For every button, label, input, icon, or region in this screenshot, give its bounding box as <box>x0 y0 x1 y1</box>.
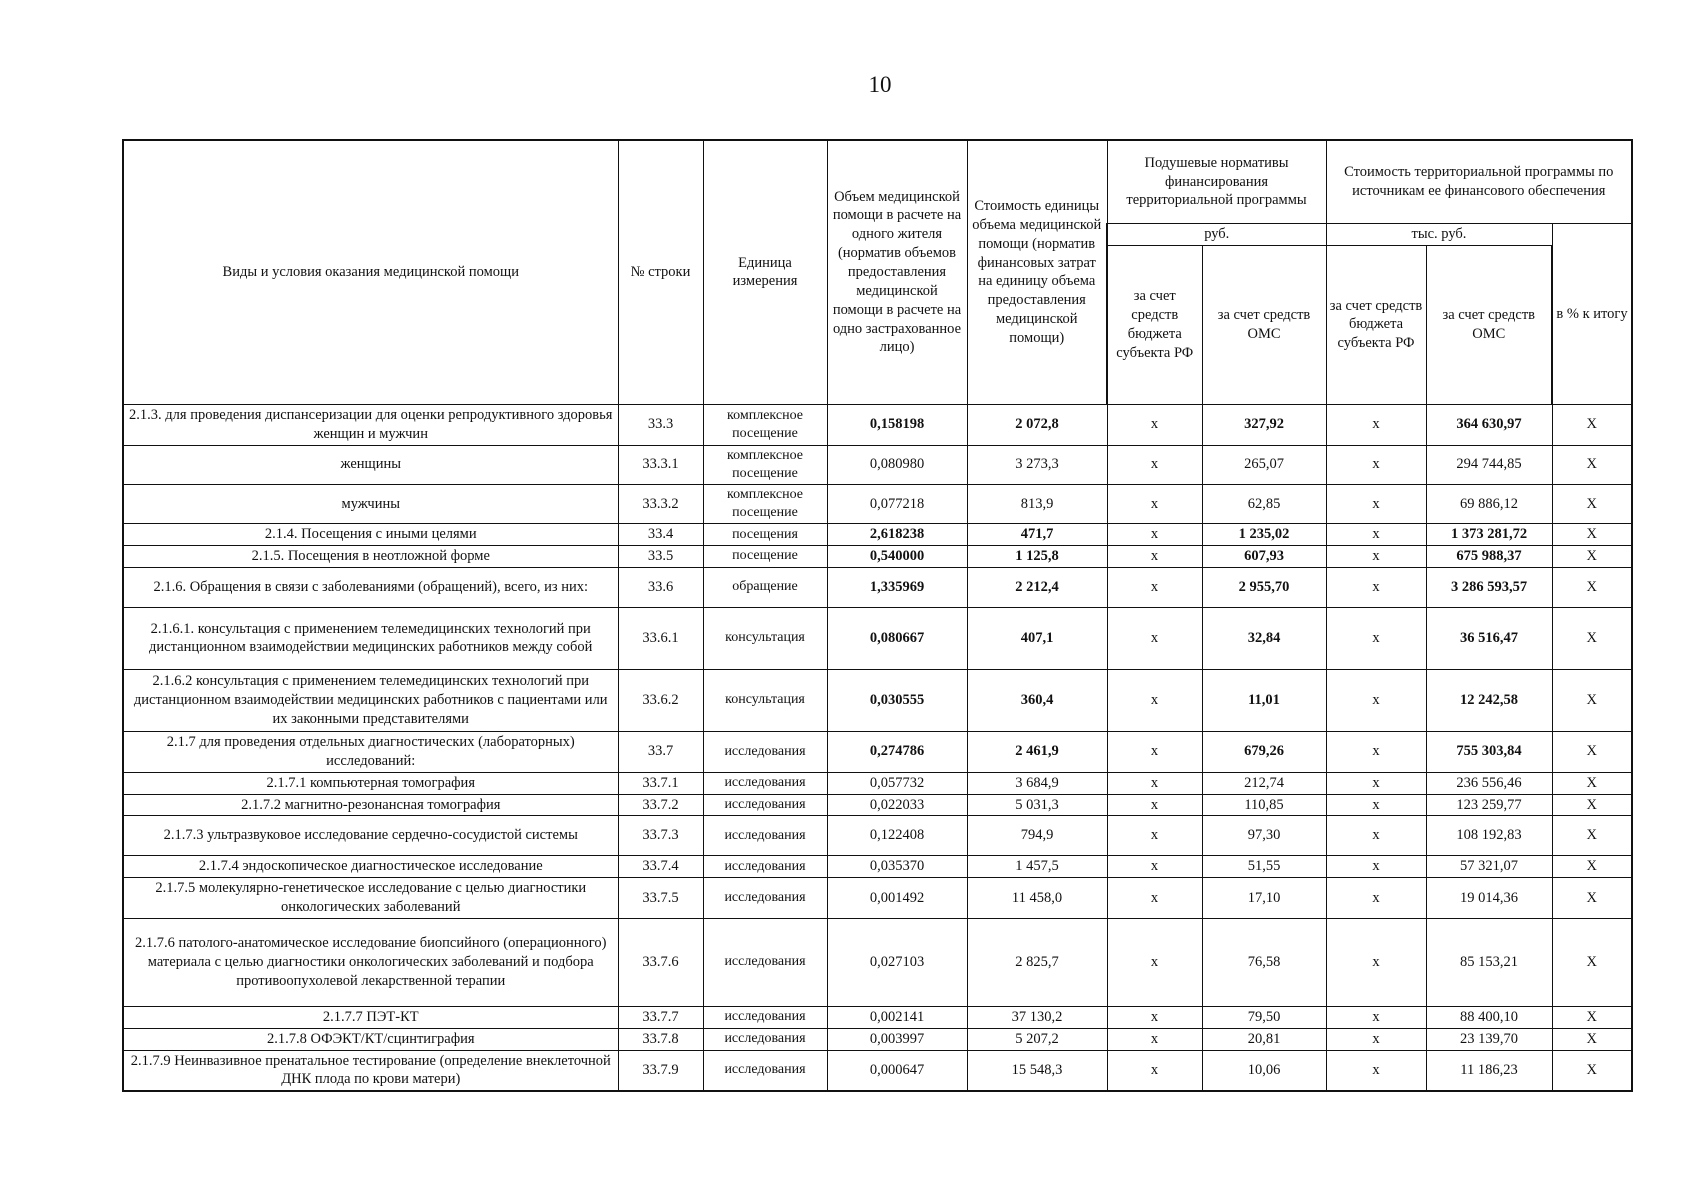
cell-volume: 0,000647 <box>827 1050 967 1091</box>
cell-volume: 1,335969 <box>827 567 967 607</box>
cell-unit: исследования <box>703 856 827 878</box>
cell-pc-budget: x <box>1107 794 1202 816</box>
cell-unit: комплексное посещение <box>703 445 827 484</box>
header-row-no: № строки <box>618 140 703 404</box>
cell-percent: X <box>1552 772 1632 794</box>
cell-cost: 5 031,3 <box>967 794 1107 816</box>
cell-percent: X <box>1552 918 1632 1006</box>
cell-cost: 407,1 <box>967 607 1107 669</box>
cell-name: 2.1.7.9 Неинвазивное пренатальное тестирование (определение внеклеточной ДНК плода по крови матери) <box>123 1050 618 1091</box>
cell-tc-budget: x <box>1326 669 1426 731</box>
cell-unit: комплексное посещение <box>703 404 827 445</box>
medical-care-table <box>122 139 1633 1092</box>
cell-percent: X <box>1552 1006 1632 1028</box>
cell-volume: 0,080980 <box>827 445 967 484</box>
cell-tc-oms: 23 139,70 <box>1426 1028 1552 1050</box>
cell-name: 2.1.3. для проведения диспансеризации для оценки репродуктивного здоровья женщин и мужчин <box>123 404 618 445</box>
cell-pc-budget: x <box>1107 1028 1202 1050</box>
cell-pc-budget: x <box>1107 524 1202 546</box>
cell-tc-oms: 69 886,12 <box>1426 484 1552 523</box>
cell-volume: 0,122408 <box>827 816 967 856</box>
cell-percent: X <box>1552 794 1632 816</box>
cell-percent: X <box>1552 1028 1632 1050</box>
cell-pc-oms: 212,74 <box>1202 772 1326 794</box>
cell-tc-oms: 1 373 281,72 <box>1426 524 1552 546</box>
cell-name: 2.1.7.1 компьютерная томография <box>123 772 618 794</box>
header-cost: Стоимость единицы объема медицинской помощи (норматив финансовых затрат на единицу объема предоставления медицинской помощи) <box>967 140 1107 404</box>
header-tc-oms: за счет средств ОМС <box>1426 245 1552 404</box>
cell-tc-oms: 108 192,83 <box>1426 816 1552 856</box>
cell-percent: X <box>1552 856 1632 878</box>
cell-volume: 0,002141 <box>827 1006 967 1028</box>
table-row <box>123 1050 1632 1091</box>
header-pc-oms: за счет средств ОМС <box>1202 245 1326 404</box>
cell-pc-budget: x <box>1107 1006 1202 1028</box>
cell-name: 2.1.5. Посещения в неотложной форме <box>123 546 618 568</box>
cell-unit: исследования <box>703 1028 827 1050</box>
cell-pc-oms: 265,07 <box>1202 445 1326 484</box>
cell-name: женщины <box>123 445 618 484</box>
cell-name: 2.1.7.6 патолого-анатомическое исследование биопсийного (операционного) материала с целью диагностики онкологических заболеваний и подбора противоопухолевой лекарственной терапии <box>123 918 618 1006</box>
table-row <box>123 878 1632 919</box>
cell-tc-budget: x <box>1326 445 1426 484</box>
cell-volume: 0,001492 <box>827 878 967 919</box>
cell-pc-budget: x <box>1107 816 1202 856</box>
cell-row-no: 33.3.2 <box>618 484 703 523</box>
cell-pc-oms: 2 955,70 <box>1202 567 1326 607</box>
cell-name: 2.1.4. Посещения с иными целями <box>123 524 618 546</box>
cell-percent: X <box>1552 816 1632 856</box>
cell-tc-oms: 57 321,07 <box>1426 856 1552 878</box>
cell-tc-budget: x <box>1326 567 1426 607</box>
cell-pc-budget: x <box>1107 445 1202 484</box>
cell-percent: X <box>1552 445 1632 484</box>
cell-tc-oms: 12 242,58 <box>1426 669 1552 731</box>
table-row <box>123 524 1632 546</box>
cell-unit: посещения <box>703 524 827 546</box>
cell-unit: исследования <box>703 1006 827 1028</box>
cell-volume: 0,030555 <box>827 669 967 731</box>
cell-name: 2.1.7.7 ПЭТ-КТ <box>123 1006 618 1028</box>
header-kind: Виды и условия оказания медицинской помощи <box>123 140 618 404</box>
cell-name: 2.1.7.3 ультразвуковое исследование сердечно-сосудистой системы <box>123 816 618 856</box>
cell-cost: 1 457,5 <box>967 856 1107 878</box>
cell-row-no: 33.7.7 <box>618 1006 703 1028</box>
cell-tc-budget: x <box>1326 731 1426 772</box>
cell-pc-oms: 11,01 <box>1202 669 1326 731</box>
cell-cost: 1 125,8 <box>967 546 1107 568</box>
cell-unit: исследования <box>703 772 827 794</box>
cell-pc-budget: x <box>1107 484 1202 523</box>
cell-row-no: 33.6 <box>618 567 703 607</box>
cell-unit: посещение <box>703 546 827 568</box>
cell-volume: 0,077218 <box>827 484 967 523</box>
cell-percent: X <box>1552 546 1632 568</box>
cell-volume: 0,080667 <box>827 607 967 669</box>
table-row <box>123 918 1632 1006</box>
cell-tc-budget: x <box>1326 856 1426 878</box>
cell-row-no: 33.7 <box>618 731 703 772</box>
cell-volume: 0,274786 <box>827 731 967 772</box>
cell-row-no: 33.3.1 <box>618 445 703 484</box>
cell-cost: 37 130,2 <box>967 1006 1107 1028</box>
cell-pc-budget: x <box>1107 856 1202 878</box>
page-number: 10 <box>868 72 892 97</box>
cell-pc-oms: 76,58 <box>1202 918 1326 1006</box>
cell-name: 2.1.6.2 консультация с применением телемедицинских технологий при дистанционном взаимодействии медицинских работников с пациентами или их законными представителями <box>123 669 618 731</box>
table-row <box>123 404 1632 445</box>
cell-name: 2.1.7.2 магнитно-резонансная томография <box>123 794 618 816</box>
cell-pc-oms: 327,92 <box>1202 404 1326 445</box>
cell-row-no: 33.7.9 <box>618 1050 703 1091</box>
cell-pc-oms: 679,26 <box>1202 731 1326 772</box>
cell-percent: X <box>1552 404 1632 445</box>
cell-pc-budget: x <box>1107 878 1202 919</box>
table-row <box>123 772 1632 794</box>
cell-tc-budget: x <box>1326 524 1426 546</box>
cell-cost: 15 548,3 <box>967 1050 1107 1091</box>
cell-tc-oms: 36 516,47 <box>1426 607 1552 669</box>
table-row <box>123 484 1632 523</box>
cell-row-no: 33.7.6 <box>618 918 703 1006</box>
cell-row-no: 33.7.4 <box>618 856 703 878</box>
cell-tc-budget: x <box>1326 878 1426 919</box>
cell-tc-budget: x <box>1326 607 1426 669</box>
table-row <box>123 1028 1632 1050</box>
cell-unit: исследования <box>703 816 827 856</box>
cell-cost: 794,9 <box>967 816 1107 856</box>
cell-pc-oms: 62,85 <box>1202 484 1326 523</box>
header-pc-budget: за счет средств бюджета субъекта РФ <box>1107 245 1202 404</box>
cell-pc-oms: 17,10 <box>1202 878 1326 919</box>
cell-pc-oms: 51,55 <box>1202 856 1326 878</box>
header-tc-budget: за счет средств бюджета субъекта РФ <box>1326 245 1426 404</box>
cell-tc-budget: x <box>1326 772 1426 794</box>
header-unit-rub: руб. <box>1107 224 1326 246</box>
cell-pc-budget: x <box>1107 772 1202 794</box>
cell-unit: консультация <box>703 669 827 731</box>
cell-unit: обращение <box>703 567 827 607</box>
table-row <box>123 816 1632 856</box>
cell-cost: 360,4 <box>967 669 1107 731</box>
cell-percent: X <box>1552 484 1632 523</box>
cell-tc-oms: 123 259,77 <box>1426 794 1552 816</box>
cell-name: 2.1.6.1. консультация с применением телемедицинских технологий при дистанционном взаимодействии медицинских работников между собой <box>123 607 618 669</box>
cell-unit: комплексное посещение <box>703 484 827 523</box>
cell-volume: 2,618238 <box>827 524 967 546</box>
cell-tc-budget: x <box>1326 816 1426 856</box>
cell-tc-oms: 88 400,10 <box>1426 1006 1552 1028</box>
cell-tc-budget: x <box>1326 546 1426 568</box>
cell-tc-budget: x <box>1326 484 1426 523</box>
cell-tc-budget: x <box>1326 794 1426 816</box>
cell-pc-budget: x <box>1107 669 1202 731</box>
cell-volume: 0,057732 <box>827 772 967 794</box>
cell-row-no: 33.5 <box>618 546 703 568</box>
cell-pc-oms: 607,93 <box>1202 546 1326 568</box>
cell-name: 2.1.6. Обращения в связи с заболеваниями (обращений), всего, из них: <box>123 567 618 607</box>
header-percent: в % к итогу <box>1552 224 1632 405</box>
cell-unit: консультация <box>703 607 827 669</box>
cell-row-no: 33.3 <box>618 404 703 445</box>
header-program-cost: Стоимость территориальной программы по источникам ее финансового обеспечения <box>1326 140 1632 224</box>
cell-volume: 0,035370 <box>827 856 967 878</box>
cell-cost: 813,9 <box>967 484 1107 523</box>
cell-cost: 2 212,4 <box>967 567 1107 607</box>
cell-tc-budget: x <box>1326 404 1426 445</box>
cell-unit: исследования <box>703 1050 827 1091</box>
cell-cost: 3 684,9 <box>967 772 1107 794</box>
cell-unit: исследования <box>703 918 827 1006</box>
cell-tc-oms: 236 556,46 <box>1426 772 1552 794</box>
table-row <box>123 607 1632 669</box>
cell-cost: 2 072,8 <box>967 404 1107 445</box>
cell-tc-budget: x <box>1326 1050 1426 1091</box>
cell-percent: X <box>1552 607 1632 669</box>
cell-name: 2.1.7.5 молекулярно-генетическое исследование с целью диагностики онкологических заболеваний <box>123 878 618 919</box>
cell-unit: исследования <box>703 878 827 919</box>
cell-volume: 0,540000 <box>827 546 967 568</box>
cell-tc-oms: 364 630,97 <box>1426 404 1552 445</box>
header-unit-thousand-rub: тыс. руб. <box>1326 224 1552 246</box>
cell-row-no: 33.7.2 <box>618 794 703 816</box>
cell-tc-oms: 85 153,21 <box>1426 918 1552 1006</box>
cell-row-no: 33.7.1 <box>618 772 703 794</box>
cell-pc-oms: 79,50 <box>1202 1006 1326 1028</box>
header-per-capita: Подушевые нормативы финансирования территориальной программы <box>1107 140 1326 224</box>
table-row <box>123 1006 1632 1028</box>
cell-volume: 0,027103 <box>827 918 967 1006</box>
cell-row-no: 33.6.2 <box>618 669 703 731</box>
cell-pc-budget: x <box>1107 567 1202 607</box>
cell-row-no: 33.7.3 <box>618 816 703 856</box>
cell-pc-budget: x <box>1107 1050 1202 1091</box>
cell-tc-budget: x <box>1326 1028 1426 1050</box>
cell-pc-oms: 32,84 <box>1202 607 1326 669</box>
cell-name: 2.1.7.4 эндоскопическое диагностическое исследование <box>123 856 618 878</box>
cell-pc-budget: x <box>1107 546 1202 568</box>
cell-row-no: 33.7.8 <box>618 1028 703 1050</box>
cell-volume: 0,022033 <box>827 794 967 816</box>
table-row <box>123 546 1632 568</box>
cell-row-no: 33.6.1 <box>618 607 703 669</box>
cell-cost: 11 458,0 <box>967 878 1107 919</box>
cell-volume: 0,003997 <box>827 1028 967 1050</box>
cell-tc-oms: 11 186,23 <box>1426 1050 1552 1091</box>
cell-cost: 2 825,7 <box>967 918 1107 1006</box>
cell-pc-budget: x <box>1107 731 1202 772</box>
cell-tc-budget: x <box>1326 918 1426 1006</box>
cell-row-no: 33.7.5 <box>618 878 703 919</box>
cell-name: мужчины <box>123 484 618 523</box>
cell-percent: X <box>1552 878 1632 919</box>
cell-pc-budget: x <box>1107 404 1202 445</box>
cell-tc-oms: 675 988,37 <box>1426 546 1552 568</box>
cell-pc-oms: 110,85 <box>1202 794 1326 816</box>
cell-percent: X <box>1552 1050 1632 1091</box>
cell-tc-budget: x <box>1326 1006 1426 1028</box>
cell-cost: 471,7 <box>967 524 1107 546</box>
header-volume: Объем медицинской помощи в расчете на одного жителя (норматив объемов предоставления медицинской помощи в расчете на одно застрахованное лицо) <box>827 140 967 404</box>
cell-unit: исследования <box>703 794 827 816</box>
cell-name: 2.1.7 для проведения отдельных диагностических (лабораторных) исследований: <box>123 731 618 772</box>
table-body <box>123 404 1632 1091</box>
cell-percent: X <box>1552 524 1632 546</box>
cell-pc-oms: 10,06 <box>1202 1050 1326 1091</box>
cell-cost: 5 207,2 <box>967 1028 1107 1050</box>
cell-volume: 0,158198 <box>827 404 967 445</box>
cell-name: 2.1.7.8 ОФЭКТ/КТ/сцинтиграфия <box>123 1028 618 1050</box>
table-row <box>123 567 1632 607</box>
cell-tc-oms: 755 303,84 <box>1426 731 1552 772</box>
cell-cost: 2 461,9 <box>967 731 1107 772</box>
table-row <box>123 445 1632 484</box>
cell-unit: исследования <box>703 731 827 772</box>
cell-cost: 3 273,3 <box>967 445 1107 484</box>
cell-tc-oms: 294 744,85 <box>1426 445 1552 484</box>
table-row <box>123 731 1632 772</box>
cell-percent: X <box>1552 731 1632 772</box>
cell-percent: X <box>1552 669 1632 731</box>
cell-row-no: 33.4 <box>618 524 703 546</box>
cell-percent: X <box>1552 567 1632 607</box>
cell-pc-oms: 1 235,02 <box>1202 524 1326 546</box>
cell-pc-budget: x <box>1107 607 1202 669</box>
table-row <box>123 669 1632 731</box>
cell-pc-oms: 97,30 <box>1202 816 1326 856</box>
cell-tc-oms: 19 014,36 <box>1426 878 1552 919</box>
header-unit: Единица измерения <box>703 140 827 404</box>
cell-pc-oms: 20,81 <box>1202 1028 1326 1050</box>
cell-pc-budget: x <box>1107 918 1202 1006</box>
table-row <box>123 856 1632 878</box>
cell-tc-oms: 3 286 593,57 <box>1426 567 1552 607</box>
table-row <box>123 794 1632 816</box>
